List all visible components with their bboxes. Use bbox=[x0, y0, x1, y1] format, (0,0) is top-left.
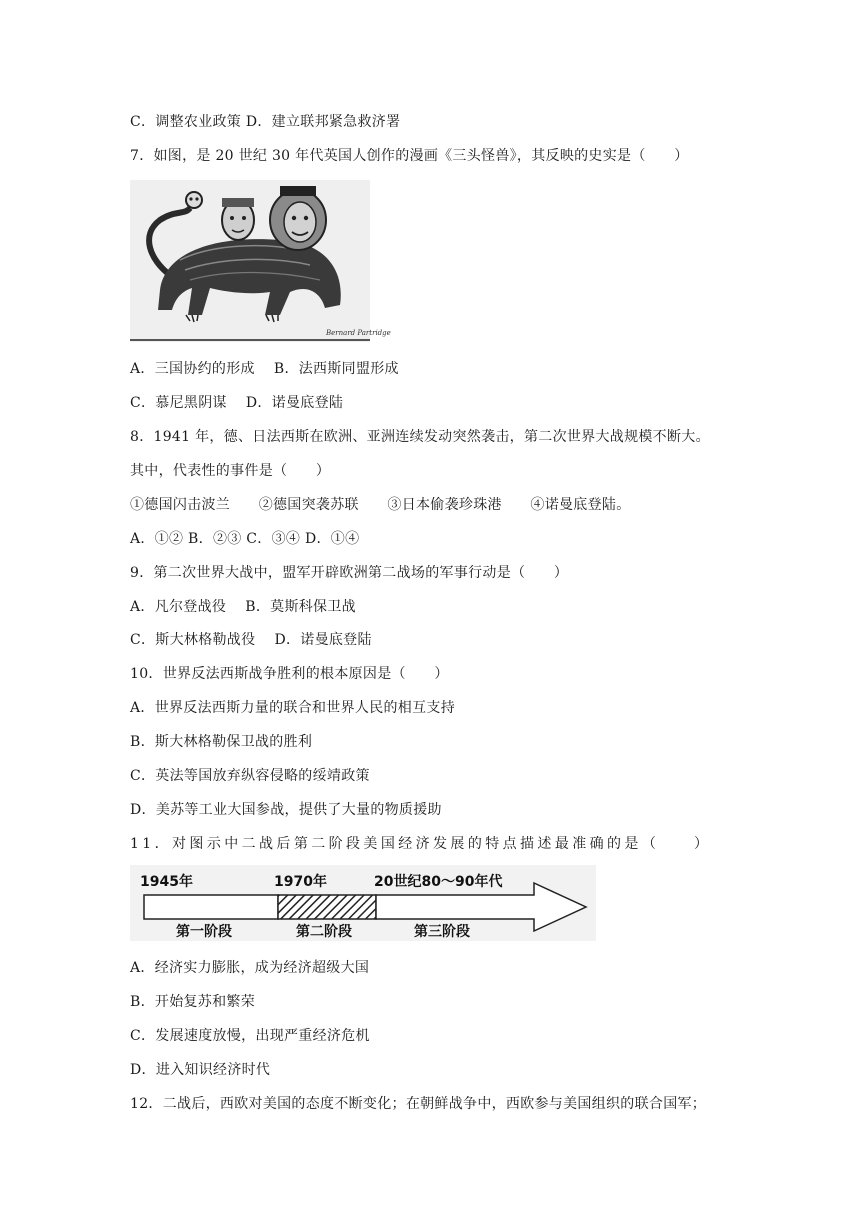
timeline-year-1970: 1970年 bbox=[274, 874, 327, 890]
question-7: 7．如图，是 20 世纪 30 年代英国人创作的漫画《三头怪兽》，其反映的史实是（ ） bbox=[130, 148, 689, 164]
question-9: 9．第二次世界大战中，盟军开辟欧洲第二战场的军事行动是（ ） bbox=[130, 565, 569, 581]
question-7-options-cd: C．慕尼黑阴谋 D．诺曼底登陆 bbox=[130, 395, 344, 411]
question-10-option-d: D．美苏等工业大国参战，提供了大量的物质援助 bbox=[130, 802, 442, 818]
cartoon-signature: Bernard Partridge bbox=[326, 329, 391, 337]
question-7-options-ab: A．三国协约的形成 B．法西斯同盟形成 bbox=[130, 361, 399, 377]
question-12: 12．二战后，西欧对美国的态度不断变化；在朝鲜战争中，西欧参与美国组织的联合国军； bbox=[130, 1096, 707, 1112]
question-10-option-a: A．世界反法西斯力量的联合和世界人民的相互支持 bbox=[130, 700, 456, 716]
question-8-options: A．①② B．②③ C．③④ D．①④ bbox=[130, 531, 360, 547]
timeline-stage-3: 第三阶段 bbox=[414, 924, 470, 940]
question-11-option-b: B．开始复苏和繁荣 bbox=[130, 994, 255, 1010]
question-8-line-1: 8．1941 年，德、日法西斯在欧洲、亚洲连续发动突然袭击，第二次世界大战规模不断大。 bbox=[130, 429, 710, 445]
question-10-option-c: C．英法等国放弃纵容侵略的绥靖政策 bbox=[130, 768, 370, 784]
question-11-option-c: C．发展速度放慢，出现严重经济危机 bbox=[130, 1028, 370, 1044]
three-headed-monster-cartoon bbox=[130, 180, 391, 342]
option-line: C．调整农业政策 D．建立联邦紧急救济署 bbox=[130, 114, 401, 130]
question-10: 10．世界反法西斯战争胜利的根本原因是（ ） bbox=[130, 666, 449, 682]
timeline-year-80s-90s: 20世纪80～90年代 bbox=[374, 874, 503, 890]
question-11-option-a: A．经济实力膨胀，成为经济超级大国 bbox=[130, 960, 370, 976]
question-8-events: ①德国闪击波兰 ②德国突袭苏联 ③日本偷袭珍珠港 ④诺曼底登陆。 bbox=[130, 497, 631, 513]
timeline-stage-1: 第一阶段 bbox=[176, 924, 232, 940]
timeline-year-1945: 1945年 bbox=[140, 874, 193, 890]
us-economy-timeline bbox=[130, 865, 596, 941]
question-10-option-b: B．斯大林格勒保卫战的胜利 bbox=[130, 734, 313, 750]
timeline-stage-2: 第二阶段 bbox=[296, 924, 352, 940]
question-9-options-ab: A．凡尔登战役 B．莫斯科保卫战 bbox=[130, 599, 356, 615]
question-9-options-cd: C．斯大林格勒战役 D．诺曼底登陆 bbox=[130, 632, 372, 648]
question-8-line-2: 其中，代表性的事件是（ ） bbox=[130, 463, 331, 479]
question-11: 11．对图示中二战后第二阶段美国经济发展的特点描述最准确的是（ ） bbox=[130, 836, 712, 852]
question-11-option-d: D．进入知识经济时代 bbox=[130, 1062, 271, 1078]
